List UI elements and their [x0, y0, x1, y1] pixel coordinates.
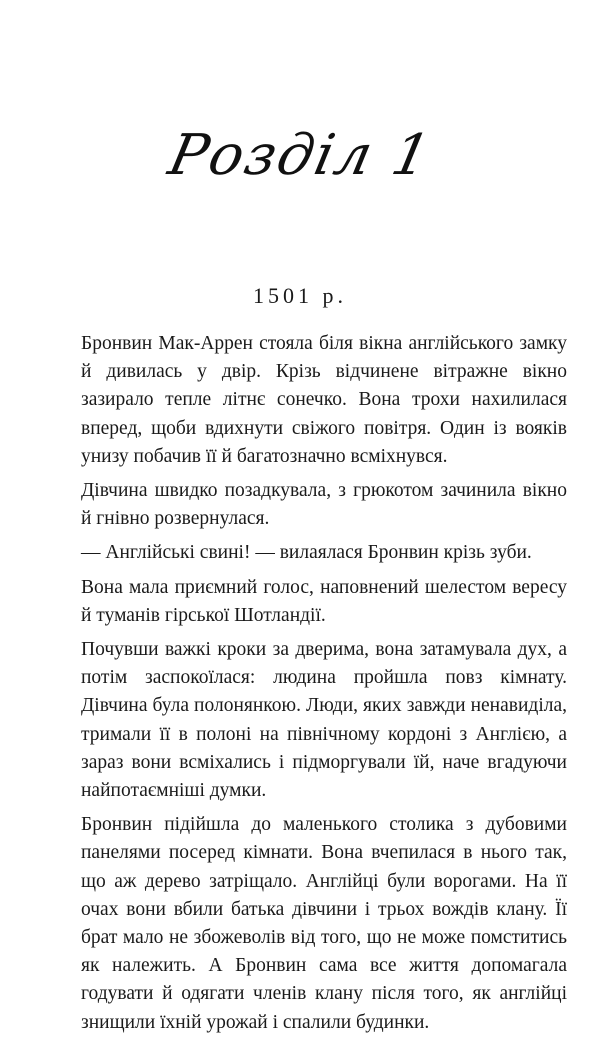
paragraph: Бронвин Мак-Аррен стояла біля вікна англійського замку й дивилась у двір. Крізь відчинене вітражне вікно зазирало тепле літнє сонечко. Вона трохи нахилилася вперед, щоби вдихнути свіжого повітря. Один із вояків унизу побачив її й багатозначно всміхнувся.	[81, 333, 567, 467]
paragraph: Почувши важкі кроки за дверима, вона затамувала дух, а потім заспокоїлася: людина пройшла повз кімнату. Дівчина була полонянкою. Люди, яких завжди ненавиділа, тримали її в полоні на північному кордоні з Англією, а зараз вони всміхались і підморгували їй, наче вгадуючи найпотаємніші думки.	[81, 639, 567, 802]
paragraph: — Англійські свині! — вилаялася Бронвин крізь зуби.	[81, 542, 532, 564]
paragraph: Бронвин підійшла до маленького столика з дубовими панелями посеред кімнати. Вона вчепилася в нього так, що аж дерево затріщало. Англійці були ворогами. На її очах вони вбили батька дівчини і трьох вождів клану. Її брат мало не збожеволів від того, що не може помститись як належить. А Бронвин сама все життя допомагала годувати й одягати членів клану після того, як англійці знищили їхній урожай і спалили будинки.	[81, 814, 567, 1033]
chapter-year: 1501 р.	[253, 283, 347, 308]
chapter-title	[0, 123, 600, 188]
paragraph: Дівчина швидко позадкувала, з грюкотом зачинила вікно й гнівно розвернулася.	[81, 480, 567, 530]
body-text	[81, 330, 567, 1043]
chapter-title-text: Розділ 1	[162, 123, 438, 188]
paragraph: Вона мала приємний голос, наповнений шелестом вересу й туманів гірської Шотландії.	[81, 576, 567, 626]
